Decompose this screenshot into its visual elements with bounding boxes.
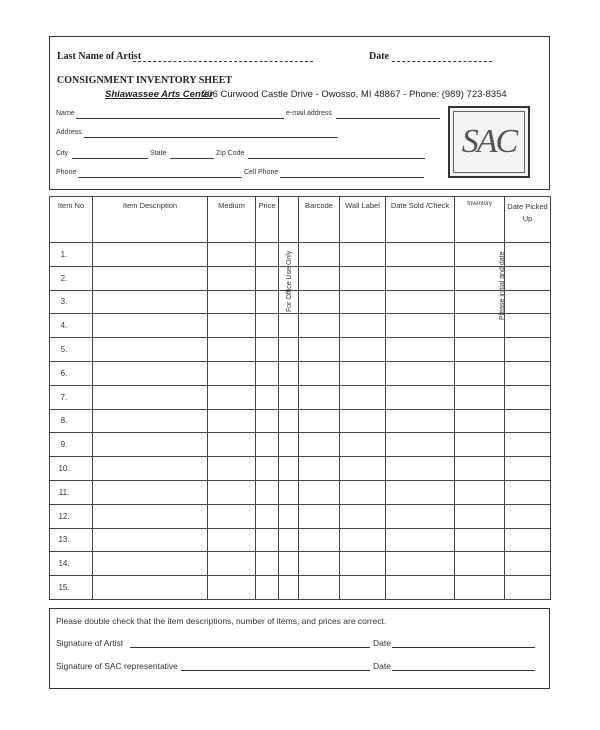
table-row <box>50 385 551 409</box>
table-cell[interactable] <box>299 361 340 385</box>
table-row <box>50 480 551 504</box>
name-field[interactable] <box>76 118 284 119</box>
table-cell[interactable] <box>340 457 386 481</box>
item-number: 8. <box>50 409 93 433</box>
office-use-label: For Office Use Only <box>286 250 293 312</box>
table-cell[interactable] <box>455 433 505 457</box>
table-cell[interactable] <box>299 338 340 362</box>
table-row <box>50 243 551 267</box>
table-cell[interactable] <box>93 528 208 552</box>
item-number: 6. <box>50 361 93 385</box>
table-cell[interactable] <box>386 504 455 528</box>
table-cell[interactable] <box>455 385 505 409</box>
org-address: 206 Curwood Castle Drive - Owosso, MI 48867 - Phone: (989) 723-8354 <box>202 89 507 100</box>
table-cell[interactable] <box>299 314 340 338</box>
item-number: 1. <box>50 243 93 267</box>
table-cell[interactable] <box>299 266 340 290</box>
table-cell[interactable] <box>256 338 279 362</box>
item-number: 3. <box>50 290 93 314</box>
table-cell[interactable] <box>505 409 551 433</box>
table-cell[interactable] <box>256 385 279 409</box>
table-cell[interactable] <box>386 480 455 504</box>
table-row <box>50 528 551 552</box>
table-cell[interactable] <box>340 361 386 385</box>
table-cell[interactable] <box>208 504 256 528</box>
table-cell[interactable] <box>93 409 208 433</box>
table-cell[interactable] <box>455 552 505 576</box>
table-cell[interactable] <box>279 576 299 600</box>
table-cell[interactable] <box>256 552 279 576</box>
table-cell[interactable] <box>340 290 386 314</box>
table-row <box>50 409 551 433</box>
table-cell[interactable] <box>299 243 340 267</box>
table-cell[interactable] <box>208 290 256 314</box>
table-cell[interactable] <box>299 433 340 457</box>
table-cell[interactable] <box>340 433 386 457</box>
col-header-date-picked-up: Date Picked Up <box>505 197 551 243</box>
table-cell[interactable] <box>256 243 279 267</box>
table-cell[interactable] <box>256 457 279 481</box>
email-field[interactable] <box>336 118 440 119</box>
table-cell[interactable] <box>279 528 299 552</box>
table-cell[interactable] <box>93 457 208 481</box>
table-cell[interactable] <box>256 290 279 314</box>
table-cell[interactable] <box>340 314 386 338</box>
table-cell[interactable] <box>340 480 386 504</box>
table-cell[interactable] <box>299 576 340 600</box>
phone-field[interactable] <box>78 177 242 178</box>
table-cell[interactable] <box>299 480 340 504</box>
sheet-title: CONSIGNMENT INVENTORY SHEET <box>57 75 233 86</box>
table-cell[interactable] <box>299 528 340 552</box>
address-label: Address <box>56 129 82 136</box>
artist-date-field[interactable] <box>392 647 535 648</box>
table-cell[interactable] <box>505 528 551 552</box>
zip-field[interactable] <box>248 158 425 159</box>
table-cell[interactable] <box>93 504 208 528</box>
item-number: 10. <box>50 457 93 481</box>
artist-signature-label: Signature of Artist <box>56 638 124 648</box>
date-field[interactable] <box>392 61 492 62</box>
table-cell[interactable] <box>505 457 551 481</box>
table-cell[interactable] <box>279 504 299 528</box>
col-header-price: Price <box>256 197 279 243</box>
table-cell[interactable] <box>455 361 505 385</box>
sac-signature-label: Signature of SAC representative <box>56 661 178 671</box>
zip-label: Zip Code <box>216 150 245 157</box>
sac-date-label: Date <box>373 661 391 671</box>
table-cell[interactable] <box>505 576 551 600</box>
table-cell[interactable] <box>299 552 340 576</box>
artist-date-label: Date <box>373 638 391 648</box>
table-cell[interactable] <box>455 504 505 528</box>
table-cell[interactable] <box>279 314 299 338</box>
table-row <box>50 433 551 457</box>
table-cell[interactable] <box>256 314 279 338</box>
table-cell[interactable] <box>455 314 505 338</box>
table-cell[interactable] <box>93 552 208 576</box>
col-header-description: Item Description <box>93 197 208 243</box>
table-cell[interactable] <box>299 504 340 528</box>
table-cell[interactable] <box>208 409 256 433</box>
table-cell[interactable] <box>279 457 299 481</box>
table-cell[interactable] <box>455 243 505 267</box>
artist-signature-field[interactable] <box>130 647 370 648</box>
table-row <box>50 290 551 314</box>
table-cell[interactable] <box>455 576 505 600</box>
table-cell[interactable] <box>505 385 551 409</box>
table-cell[interactable] <box>93 243 208 267</box>
table-cell[interactable] <box>93 480 208 504</box>
table-cell[interactable] <box>386 576 455 600</box>
table-cell[interactable] <box>505 433 551 457</box>
table-row <box>50 338 551 362</box>
table-cell[interactable] <box>386 552 455 576</box>
org-name: Shiawassee Arts Center <box>105 89 213 100</box>
table-cell[interactable] <box>455 338 505 362</box>
table-cell[interactable] <box>455 528 505 552</box>
monogram-logo-icon <box>448 106 530 178</box>
table-row <box>50 576 551 600</box>
table-cell[interactable] <box>386 457 455 481</box>
sac-date-field[interactable] <box>392 670 535 671</box>
table-cell[interactable] <box>208 480 256 504</box>
table-cell[interactable] <box>208 314 256 338</box>
col-header-item-no: Item No <box>50 197 93 243</box>
table-cell[interactable] <box>505 361 551 385</box>
table-cell[interactable] <box>455 266 505 290</box>
cell-phone-field[interactable] <box>280 177 424 178</box>
table-row <box>50 266 551 290</box>
table-cell[interactable] <box>340 243 386 267</box>
last-name-field[interactable] <box>133 61 313 62</box>
col-header-office-use <box>279 197 299 243</box>
table-cell[interactable] <box>505 290 551 314</box>
table-cell[interactable] <box>505 338 551 362</box>
table-cell[interactable] <box>208 361 256 385</box>
table-cell[interactable] <box>505 480 551 504</box>
table-cell[interactable] <box>256 528 279 552</box>
table-cell[interactable] <box>279 361 299 385</box>
table-cell[interactable] <box>299 457 340 481</box>
table-cell[interactable] <box>386 290 455 314</box>
table-cell[interactable] <box>256 433 279 457</box>
table-cell[interactable] <box>386 314 455 338</box>
table-cell[interactable] <box>208 266 256 290</box>
table-cell[interactable] <box>93 576 208 600</box>
state-field[interactable] <box>170 158 214 159</box>
table-cell[interactable] <box>386 409 455 433</box>
table-cell[interactable] <box>256 361 279 385</box>
table-cell[interactable] <box>256 576 279 600</box>
table-cell[interactable] <box>505 243 551 267</box>
last-name-label: Last Name of Artist <box>57 51 142 62</box>
cell-phone-label: Cell Phone <box>244 169 279 176</box>
table-cell[interactable] <box>340 504 386 528</box>
table-cell[interactable] <box>505 266 551 290</box>
item-number: 15. <box>50 576 93 600</box>
table-cell[interactable] <box>93 314 208 338</box>
table-row <box>50 504 551 528</box>
table-cell[interactable] <box>279 409 299 433</box>
table-cell[interactable] <box>93 266 208 290</box>
item-number: 5. <box>50 338 93 362</box>
col-header-barcode: Barcode <box>299 197 340 243</box>
table-cell[interactable] <box>505 504 551 528</box>
verification-notice: Please double check that the item descriptions, number of items, and prices are correct. <box>56 616 387 626</box>
table-cell[interactable] <box>386 528 455 552</box>
item-number: 7. <box>50 385 93 409</box>
table-cell[interactable] <box>208 576 256 600</box>
item-number: 2. <box>50 266 93 290</box>
inventory-table <box>49 196 550 599</box>
table-row <box>50 552 551 576</box>
col-header-medium: Medium <box>208 197 256 243</box>
address-field[interactable] <box>84 137 338 138</box>
logo-monogram: SAC <box>453 111 525 173</box>
initial-date-label: Please initial and date <box>499 251 506 320</box>
table-cell[interactable] <box>208 528 256 552</box>
table-cell[interactable] <box>455 480 505 504</box>
table-cell[interactable] <box>208 552 256 576</box>
table-cell[interactable] <box>386 338 455 362</box>
table-cell[interactable] <box>256 266 279 290</box>
sac-signature-field[interactable] <box>181 670 370 671</box>
name-label: Name <box>56 110 75 117</box>
table-cell[interactable] <box>208 433 256 457</box>
table-cell[interactable] <box>340 385 386 409</box>
table-cell[interactable] <box>386 243 455 267</box>
email-label: e-mail address <box>286 110 332 117</box>
city-field[interactable] <box>72 158 148 159</box>
item-number: 12. <box>50 504 93 528</box>
table-cell[interactable] <box>279 385 299 409</box>
col-header-date-sold: Date Sold /Check <box>386 197 455 243</box>
city-label: City <box>56 150 69 157</box>
table-cell[interactable] <box>256 480 279 504</box>
table-cell[interactable] <box>299 385 340 409</box>
table-cell[interactable] <box>208 457 256 481</box>
table-cell[interactable] <box>279 433 299 457</box>
table-cell[interactable] <box>208 385 256 409</box>
table-cell[interactable] <box>505 552 551 576</box>
table-cell[interactable] <box>386 433 455 457</box>
table-cell[interactable] <box>455 290 505 314</box>
table-row <box>50 361 551 385</box>
phone-label: Phone <box>56 169 77 176</box>
date-label: Date <box>369 51 389 62</box>
col-header-wall-label: Wall Label <box>340 197 386 243</box>
state-label: State <box>150 150 167 157</box>
table-cell[interactable] <box>386 385 455 409</box>
table-cell[interactable] <box>279 338 299 362</box>
table-cell[interactable] <box>208 338 256 362</box>
table-header-row <box>50 197 551 243</box>
table-cell[interactable] <box>279 480 299 504</box>
table-row <box>50 457 551 481</box>
table-cell[interactable] <box>340 338 386 362</box>
item-number: 9. <box>50 433 93 457</box>
table-row <box>50 314 551 338</box>
table-cell[interactable] <box>208 243 256 267</box>
table-cell[interactable] <box>93 433 208 457</box>
table-cell[interactable] <box>299 409 340 433</box>
table-cell[interactable] <box>256 409 279 433</box>
item-number: 13. <box>50 528 93 552</box>
table-cell[interactable] <box>256 504 279 528</box>
col-header-inventory: Inventory <box>455 197 505 243</box>
table-cell[interactable] <box>340 266 386 290</box>
table-cell[interactable] <box>93 361 208 385</box>
table-cell[interactable] <box>505 314 551 338</box>
table-cell[interactable] <box>340 552 386 576</box>
item-number: 11. <box>50 480 93 504</box>
table-cell[interactable] <box>279 552 299 576</box>
table-cell[interactable] <box>93 338 208 362</box>
item-number: 14. <box>50 552 93 576</box>
table-cell[interactable] <box>299 290 340 314</box>
table-cell[interactable] <box>340 576 386 600</box>
table-cell[interactable] <box>386 266 455 290</box>
table-cell[interactable] <box>93 290 208 314</box>
table-cell[interactable] <box>93 385 208 409</box>
table-cell[interactable] <box>455 457 505 481</box>
table-cell[interactable] <box>340 409 386 433</box>
table-cell[interactable] <box>340 528 386 552</box>
table-cell[interactable] <box>455 409 505 433</box>
table-cell[interactable] <box>386 361 455 385</box>
item-number: 4. <box>50 314 93 338</box>
